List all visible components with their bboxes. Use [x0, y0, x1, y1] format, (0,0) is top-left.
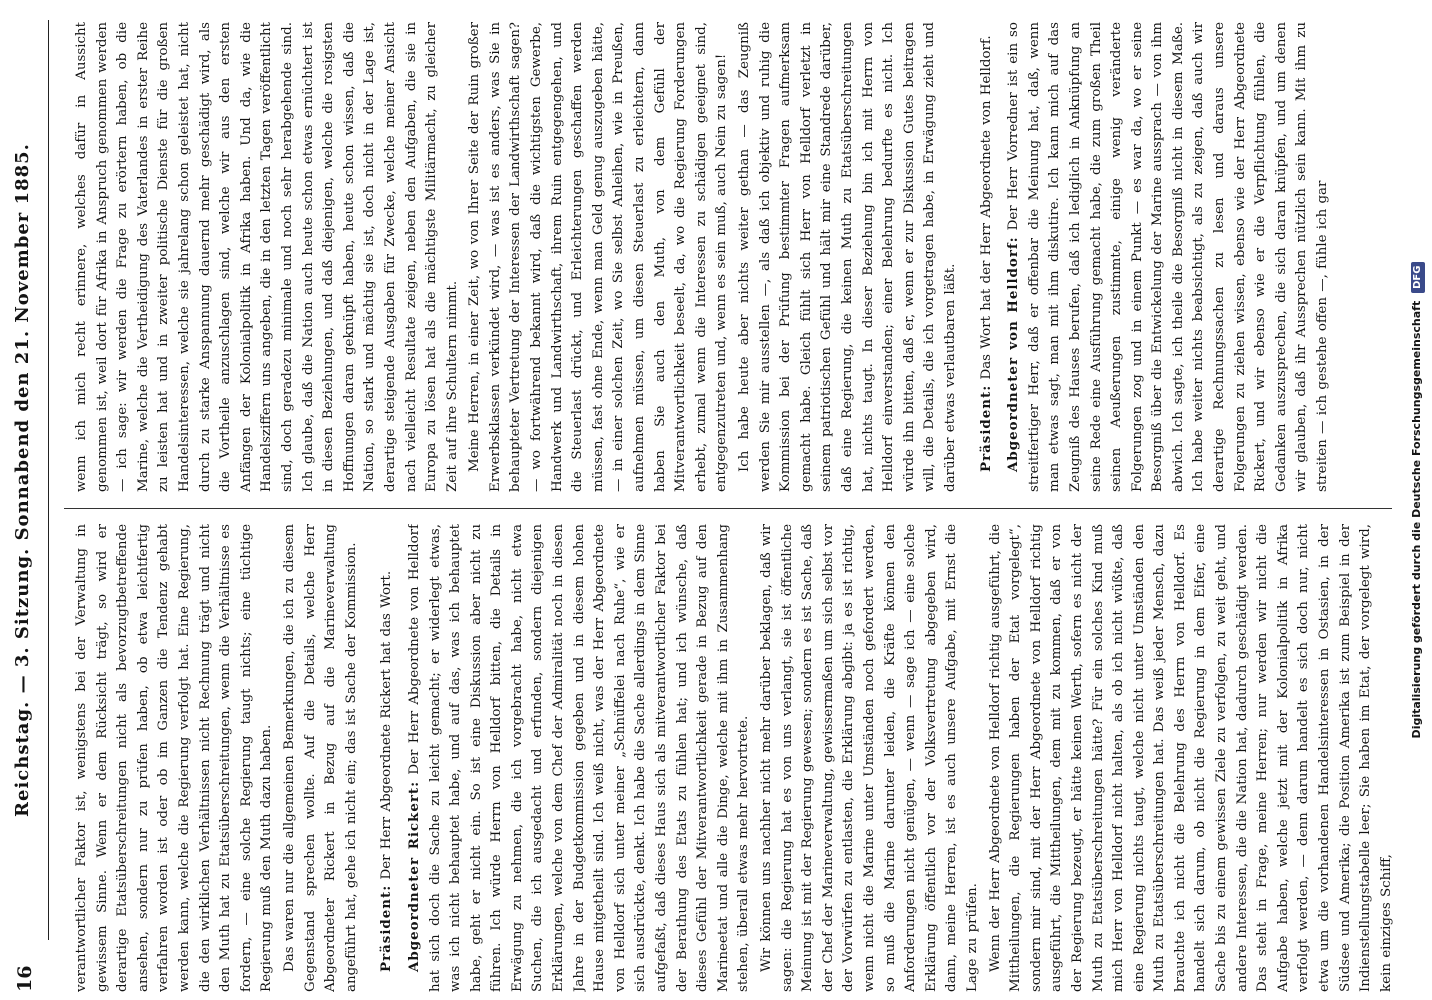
left-column — [72, 524, 1412, 992]
digitization-text: Digitalisierung gefördert durch die Deutsche Forschungsgemeinschaft — [1410, 300, 1423, 739]
header-rule — [48, 20, 49, 940]
digitization-note — [1402, 0, 1432, 1000]
speaker-paragraph — [976, 22, 998, 492]
speaker-label: Präsident: — [378, 884, 395, 972]
dfg-logo: DFG — [1411, 262, 1425, 293]
speaker-paragraph — [1003, 22, 1334, 492]
page-header — [0, 0, 70, 1000]
page-number: 16 — [14, 965, 36, 992]
paragraph: Das waren nur die allgemeinen Bemerkungen, die ich zu diesem Gegenstand sprechen wollte. Auf die Details, welche Herr Abgeordneter Rickert in Bezug auf die Marineverwaltung angeführt hat, gehe ich nicht ein; das ist Sache der Kommission. — [281, 524, 359, 992]
speaker-label: Präsident: — [977, 384, 994, 472]
speaker-label: Abgeordneter Rickert: — [405, 780, 422, 972]
speaker-text: Das Wort hat der Herr Abgeordnete von Helldorf. — [978, 35, 994, 380]
paragraph: verantwortlicher Faktor ist, wenigstens bei der Verwaltung in gewissem Sinne. Wenn er dem Rücksicht trägt, so wird er derartige Etatsüberschreitungen nicht als bevorzugtbetreffende ansehen, sondern nur zu prüfen haben, ob etwa leichtfertig verfahren worden ist oder ob im Ganzen die Tendenz gehabt werden kann, welche die Regierung verfolgt hat. Eine Regierung, die den wirklichen Verhältnissen nicht Rechnung trägt und nicht den Muth hat zu Etatsüberschreitungen, wenn die Verhältnisse es fordern, — eine solche Regierung taugt nichts; eine tüchtige Regierung muß den Muth dazu haben. — [74, 524, 275, 992]
paragraph: wenn ich mich recht erinnere, welches dafür in Aussicht genommen ist, weil dort für Afrika in Anspruch genommen werden — ich sage: wir werden die Frage zu erörtern haben, ob die Marine, welche die Vertheidigung des Vaterlandes in erster Reihe zu leisten hat und in zweiter politische Dienste für die großen Handelsinteressen, welche sie jahrelang schon geleistet hat, nicht durch zu starke Anspannung dauernd mehr geschädigt wird, als die Vortheile anzuschlagen sind, welche wir aus den ersten Anfängen der Kolonialpolitik in Afrika haben. Und da, wie die Handelsziffern uns angeben, die in den letzten Tagen veröffentlicht sind, doch geradezu minimale und noch sehr herabgehende sind. Ich glaube, daß die Nation auch heute schon etwas ernüchtert ist in diesen Beziehungen, und daß diejenigen, welche die rosigsten Hoffnungen daran geknüpft haben, heute schon wissen, daß die Nation, so stark und mächtig sie ist, doch nicht in der Lage ist, derartige steigende Ausgaben für Zwecke, welche meiner Ansicht nach vielleicht Resultate zeigen, neben den Aufgaben, die sie in Europa zu lösen hat als die mächtigste Militärmacht, zu gleicher Zeit auf ihre Schultern nimmt. — [74, 22, 460, 492]
speaker-paragraph — [376, 524, 398, 992]
paragraph: Ich habe heute aber nichts weiter gethan — das Zeugniß werden Sie mir ausstellen —, als daß ich objektiv und ruhig die Kommission bei der Prüfung bestimmter Fragen aufmerksam gemacht habe. Gleich fühlt sich Herr von Helldorf verletzt in seinem patriotischen Gefühl und hält mir eine Standrede darüber, daß eine Regierung, die keinen Muth zu Etatsüberschreitungen hat, nichts taugt. In dieser Beziehung bin ich mit Herrn von Helldorf einverstanden; einer Belehrung bedurfte es nicht. Ich würde ihn bitten, daß er, wenn er zur Diskussion Gutes beitragen will, die Details, die ich vorgetragen habe, in Erwägung zieht und darüber etwas verlautbaren läßt. — [737, 22, 958, 492]
speaker-text: Der Herr Vorredner ist ein so streitfertiger Herr, daß er offenbar die Meinung hat, daß, wenn man etwas sagt, man mit ihm diskutire. Ich kann mich auf das Zeugniß des Hauses berufen, daß ich lediglich in Anknüpfung an seine Rede eine Ausführung gemacht habe, die zum großen Theil seinen Aeußerungen zustimmte, einige wenig veränderte Folgerungen zog und in einem Punkt — es war da, wo er seine Besorgniß über die Entwickelung der Marine aussprach — von ihm abwich. Ich sagte, ich theile die Besorgniß nicht in diesem Maße. Ich habe weiter nichts beabsichtigt, als zu zeigen, daß auch wir derartige Rechnungssachen zu lesen und daraus unsere Folgerungen zu ziehen wissen, ebenso wie der Herr Abgeordnete Rickert, und wir ebenso wie er die Verpflichtung fühlen, die Gedanken auszusprechen, die sich daran knüpfen, und um denen wir glauben, daß ihr Aussprechen nützlich sein kann. Mit ihm zu streiten — ich gestehe offen —, fühle ich gar — [1006, 22, 1331, 492]
paragraph: Wenn der Herr Abgeordnete von Helldorf richtig ausgeführt, die Mittheilungen, die Regierungen haben der Etat vorgelegt“, sondern mir sind, mit der Herr Abgeordnete von Helldorf richtig ausgeführt, die Mittheilungen, dem mit zu kommen, daß er von der Regierung bezeugt, er hätte keinen Werth, sofern es nicht der Muth zu Etatsüberschreitungen hätte? Für ein solches Kind muß mich Herr von Helldorf nicht halten, als ob ich nicht wüßte, daß eine Regierung nichts taugt, welche nicht unter Umständen den Muth zu Etatsüberschreitungen hat. Das weiß jeder Mensch, dazu brauchte ich nicht die Belehrung des Herrn von Helldorf. Es handelt sich darum, ob nicht die Regierung in dem Eifer, eine Sache bis zu einem gewissen Ziele zu verfolgen, zu weit geht, und andere Interessen, die die Nation hat, dadurch geschädigt werden. Das steht in Frage, meine Herren; nur werden wir nicht die Aufgabe haben, welche jetzt mit der Kolonialpolitik in Afrika verfolgt werden, — denn darum handelt es sich doch nur, nicht etwa um die vorhandenen Handelsinteressen in Ostasien, in der Südsee und Amerika; die Position Amerika ist zum Beispiel in der Indienstellungstabelle leer; Sie haben im Etat, der vorgelegt wird, kein einziges Schiff, — [987, 524, 1394, 992]
running-title: Reichstag. — 3. Sitzung. Sonnabend den 21. November 1885. — [12, 143, 33, 817]
paragraph: Wir können uns nachher nicht mehr darüber beklagen, daß wir sagen: die Regierung hat es von uns verlangt, sie ist öffentliche Meinung ist mit der Regierung gewesen; sondern es ist Sache, daß der Chef der Marineverwaltung, gewissermaßen um sich selbst vor der Vorwürfen zu entlasten, die Erklärung abgibt: ja es ist richtig, wenn nicht die Marine unter Umständen noch gefordert werden, so muß die Marine darunter leiden, die Kräfte können den Anforderungen nicht genügen, — wenn — sage ich — eine solche Erklärung öffentlich vor der Volksvertretung abgegeben wird, dann, meine Herren, ist es auch unsere Aufgabe, mit Ernst die Lage zu prüfen. — [759, 524, 980, 992]
paragraph: Meine Herren, in einer Zeit, wo von Ihrer Seite der Ruin großer Erwerbsklassen verkündet wird, — was ist es anders, was Sie in behaupteter Vertretung der Interessen der Landwirthschaft sagen? — wo fortwährend bekannt wird, daß die wichtigsten Gewerbe, Handwerk und Landwirthschaft, ihrem Ruin entgegengehen, und die Steuerlast drückt, und Erleichterungen geschaffen werden müssen, fast ohne Ende, wenn man Geld genug auszugeben hätte, — in einer solchen Zeit, wo Sie selbst Anleihen, wie in Preußen, aufnehmen müssen, um diesen Steuerlast zu erleichtern, dann haben Sie auch den Muth, von dem Gefühl der Mitverantwortlichkeit beseelt, da, wo die Regierung Forderungen erhebt, zumal wenn die Interessen zu schädigen geeignet sind, entgegenzutreten und, wenn es sein muß, auch Nein zu sagen! — [467, 22, 730, 492]
right-column — [72, 22, 1412, 492]
digitization-footer — [1402, 0, 1432, 1000]
column-divider — [64, 508, 1392, 509]
speaker-label: Abgeordneter von Helldorf: — [1005, 236, 1022, 472]
speaker-text: Der Herr Abgeordnete Rickert hat das Wort. — [379, 570, 395, 880]
speaker-text: Der Herr Abgeordnete von Helldorf hat sich doch die Sache zu leicht gemacht; er widerlegt etwas, was ich nicht behauptet habe, und auf das, was ich behauptet habe, geht er nicht ein. So ist eine Diskussion aber nicht zu führen. Ich würde Herrn von Helldorf bitten, die Details in Erwägung zu nehmen, die ich vorgebracht habe, nicht etwa Suchen, die ich ausgedacht und erfunden, sondern diejenigen Erklärungen, welche von dem Chef der Admiralität noch in diesen Jahre in der Budgetkommission gegeben und in diesem hohen Hause mitgetheilt sind. Ich weiß nicht, was der Herr Abgeordnete von Helldorf sich unter meiner „Schnüffelei nach Ruhe“, wie er sich ausdrückte, denkt. Ich habe die Sache allerdings in dem Sinne aufgefaßt, daß dieses Haus sich als mitverantwortlicher Faktor bei der Berathung des Etats zu fühlen hat; und ich wünsche, daß dieses Gefühl der Mitverantwortlichkeit gerade in Bezug auf den Marineetat und alle die Dinge, welche mit ihm in Zusammenhang stehen, überall etwas mehr hervortrete. — [406, 524, 752, 992]
speaker-paragraph — [404, 524, 755, 992]
